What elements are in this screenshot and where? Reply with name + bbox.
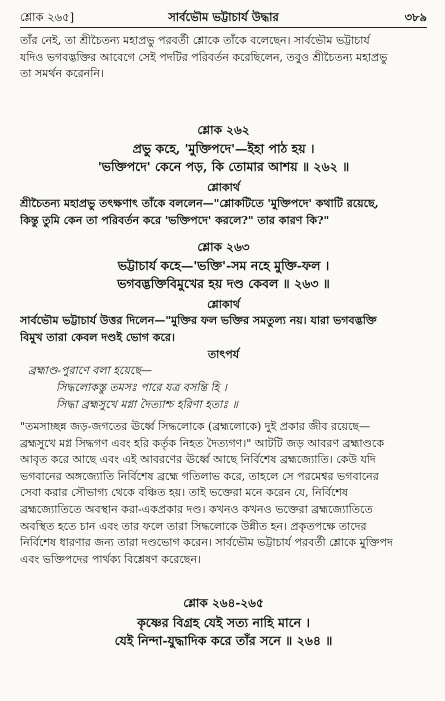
- purport-line: ব্রহ্মসুখে মগ্ন সিদ্ধগণ এবং হরি কর্তৃক নিহত দৈত্যগণ।" আটটি জড় আবরণ ব্রহ্মাণ্ডকে: [20, 436, 385, 450]
- verse-line: যেই নিন্দা-যুদ্ধাদিক করে তাঁর সনে ॥ ২৬৪ ॥: [114, 633, 333, 648]
- verse-263-translation: [20, 313, 427, 346]
- verse-264-title: শ্লোক ২৬৪-২৬৫: [183, 596, 264, 610]
- intro-line: তা সমর্থন করেননি।: [20, 67, 104, 81]
- purport-line: "তমসাচ্ছন্ন জড়-জগতের ঊর্ধ্বে সিদ্ধলোকে (ব্রহ্মলোকে) দুই প্রকার জীব রয়েছে—: [20, 420, 371, 433]
- verse-263-title: শ্লোক ২৬৩: [197, 240, 250, 254]
- verse-line: কৃষ্ণের বিগ্রহ যেই সত্য নাহি মানে ।: [137, 615, 310, 630]
- verse-262-translation-label: শ্লোকার্থ: [207, 181, 240, 194]
- verse-263-translation-label: শ্লোকার্থ: [207, 298, 240, 311]
- translation-line: বিমুখ তারা কেবল দণ্ডই ভোগ করে।: [20, 330, 175, 344]
- purport-line: নির্বিশেষ ধারণার জন্য তারা দণ্ডভোগ করেন। সার্বভৌম ভট্টাচার্য পরবর্তী শ্লোকে মুক্তিপদ: [20, 536, 393, 550]
- verse-line: ভট্টাচার্য কহে—'ভক্তি'-সম নহে মুক্তি-ফল ।: [117, 258, 330, 273]
- verse-262-text: [20, 140, 427, 176]
- verse-line: প্রভু কহে, 'মুক্তিপদে'—ইহা পাঠ হয় ।: [132, 141, 315, 156]
- intro-line: যদিও ভগবদ্ভক্তির আবেগে সেই পদটির পরিবর্তন করেছিলেন, তবুও শ্রীচৈতন্য মহাপ্রভু: [20, 50, 388, 64]
- header-rule: [20, 27, 427, 28]
- running-header: [20, 9, 427, 27]
- quote-line: সিদ্ধা ব্রহ্মসুখে মগ্না দৈত্যাশ্চ হরিণা হতাঃ ॥: [56, 397, 238, 411]
- quote-line: সিদ্ধলোকস্তু তমসঃ পারে যত্র বসন্তি হি ।: [56, 381, 227, 394]
- intro-paragraph: [20, 33, 427, 83]
- verse-262-translation: [20, 196, 427, 229]
- purport-line: সেবা করার সৌভাগ্য থেকে বঞ্চিত হয়। তাই ভক্তেরা মনে করেন যে, নির্বিশেষ: [20, 486, 348, 500]
- translation-line: সার্বভৌম ভট্টাচার্য উত্তর দিলেন—"মুক্তির ফল ভক্তির সমতুল্য নয়। যারা ভগবদ্ভক্তি: [20, 314, 377, 327]
- intro-line: তাঁর নেই, তা শ্রীচৈতন্য মহাপ্রভু পরবর্তী শ্লোকে তাঁকে বলেছেন। সার্বভৌম ভট্টাচার্য: [20, 34, 370, 47]
- page-number: ৩৮৯: [404, 10, 427, 24]
- purport-label: তাৎপর্য: [207, 348, 240, 361]
- purport-source: ব্রহ্মাণ্ড-পুরাণে বলা হয়েছে—: [28, 364, 153, 377]
- verse-264-text: [20, 614, 427, 650]
- verse-line: ভগবদ্ভক্তিবিমুখের হয় দণ্ড কেবল ॥ ২৬৩ ॥: [117, 276, 330, 291]
- purport-paragraph: [20, 419, 427, 568]
- translation-line: কিন্তু তুমি কেন তা পরিবর্তন করে 'ভক্তিপদে' করলে?" তার কারণ কি?": [20, 213, 330, 227]
- purport-line: এবং ভক্তিপদের পার্থক্য বিশ্লেষণ করেছেন।: [20, 552, 201, 566]
- purport-line: ভগবানের অঙ্গজ্যোতি নির্বিশেষ ব্রহ্মে গতিলাভ করে, তাহলে সে পরমেশ্বর ভগবানের: [20, 469, 379, 483]
- header-chapter-title: সার্বভৌম ভট্টাচার্য উদ্ধার: [168, 10, 279, 24]
- verse-262-title: শ্লোক ২৬২: [197, 123, 250, 137]
- translation-line: শ্রীচৈতন্য মহাপ্রভু তৎক্ষণাৎ তাঁকে বললেন—"শ্লোকটিতে 'মুক্তিপদে' কথাটি রয়েছে,: [20, 197, 379, 210]
- purport-line: ব্রহ্মজ্যোতিতে অবস্থান করা-একপ্রকার দণ্ড। কখনও কখনও ভক্তেরা ব্রহ্মজ্যোতিতে: [20, 502, 373, 516]
- purport-quote: [56, 380, 427, 413]
- verse-263-text: [20, 257, 427, 293]
- verse-line: 'ভক্তিপদে' কেনে পড়, কি তোমার আশয় ॥ ২৬২ ॥: [97, 159, 350, 174]
- purport-line: অবস্থিত হতে চান এবং তার ফলে তারা সিদ্ধলোকে উন্নীত হন। প্রকৃতপক্ষে তাদের: [20, 519, 367, 533]
- header-verse-range: শ্লোক ২৬৫]: [20, 10, 75, 24]
- purport-line: আবৃত করে আছে এবং এই আবরণের ঊর্ধ্বে আছে নির্বিশেষ ব্রহ্মজ্যোতি। কেউ যদি: [20, 453, 376, 467]
